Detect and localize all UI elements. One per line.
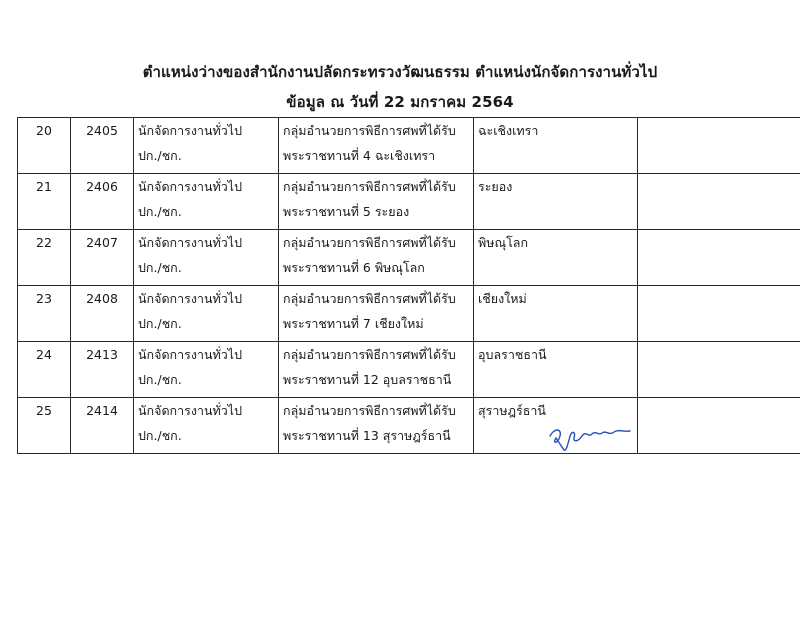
province-cell — [474, 286, 638, 342]
division-unit: พระราชทานที่ 5 ระยอง — [283, 204, 410, 219]
division-name: กลุ่มอำนวยการพิธีการศพที่ได้รับ — [283, 347, 456, 362]
row-number-cell — [18, 118, 71, 174]
position-number-cell — [71, 174, 134, 230]
position-title: นักจัดการงานทั่วไป — [138, 179, 243, 194]
division-name: กลุ่มอำนวยการพิธีการศพที่ได้รับ — [283, 179, 456, 194]
position-number-cell — [71, 398, 134, 454]
row-number: 23 — [36, 291, 52, 306]
province-name: ฉะเชิงเทรา — [478, 123, 539, 138]
document-title: ตำแหน่งว่างของสำนักงานปลัดกระทรวงวัฒนธรรม ตำแหน่งนักจัดการงานทั่วไป — [142, 63, 658, 81]
position-number-cell — [71, 230, 134, 286]
division-cell — [279, 118, 474, 174]
position-level: ปก./ชก. — [138, 428, 182, 443]
position-number: 2406 — [86, 179, 118, 194]
division-cell — [279, 230, 474, 286]
division-name: กลุ่มอำนวยการพิธีการศพที่ได้รับ — [283, 291, 456, 306]
position-title: นักจัดการงานทั่วไป — [138, 123, 243, 138]
row-number-cell — [18, 286, 71, 342]
position-title-cell — [134, 118, 279, 174]
position-number: 2407 — [86, 235, 118, 250]
table-row — [18, 342, 800, 398]
position-title-cell — [134, 174, 279, 230]
position-number: 2408 — [86, 291, 118, 306]
position-title-cell — [134, 230, 279, 286]
province-name: ระยอง — [478, 179, 513, 194]
vacancy-table — [17, 117, 800, 454]
row-number: 20 — [36, 123, 52, 138]
position-title: นักจัดการงานทั่วไป — [138, 291, 243, 306]
handwritten-signature — [544, 422, 634, 454]
table-row — [18, 174, 800, 230]
row-number-cell — [18, 230, 71, 286]
remarks-cell — [638, 174, 800, 230]
position-title: นักจัดการงานทั่วไป — [138, 347, 243, 362]
remarks-cell — [638, 118, 800, 174]
position-number-cell — [71, 118, 134, 174]
position-number: 2414 — [86, 403, 118, 418]
position-number: 2413 — [86, 347, 118, 362]
division-unit: พระราชทานที่ 13 สุราษฎร์ธานี — [283, 428, 451, 443]
position-number-cell — [71, 342, 134, 398]
province-cell — [474, 398, 638, 454]
province-name: พิษณุโลก — [478, 235, 529, 250]
position-title-cell — [134, 398, 279, 454]
position-level: ปก./ชก. — [138, 316, 182, 331]
row-number: 24 — [36, 347, 52, 362]
division-unit: พระราชทานที่ 6 พิษณุโลก — [283, 260, 425, 275]
position-level: ปก./ชก. — [138, 148, 182, 163]
remarks-cell — [638, 230, 800, 286]
division-cell — [279, 342, 474, 398]
division-name: กลุ่มอำนวยการพิธีการศพที่ได้รับ — [283, 403, 456, 418]
row-number-cell — [18, 342, 71, 398]
province-name: สุราษฎร์ธานี — [478, 403, 546, 418]
table-row — [18, 118, 800, 174]
position-title-cell — [134, 342, 279, 398]
province-cell — [474, 174, 638, 230]
division-unit: พระราชทานที่ 7 เชียงใหม่ — [283, 316, 424, 331]
row-number-cell — [18, 398, 71, 454]
division-cell — [279, 286, 474, 342]
document-date: ข้อมูล ณ วันที่ 22 มกราคม 2564 — [286, 93, 514, 111]
division-cell — [279, 398, 474, 454]
province-cell — [474, 118, 638, 174]
division-cell — [279, 174, 474, 230]
province-name: เชียงใหม่ — [478, 291, 527, 306]
table-row — [18, 286, 800, 342]
province-cell — [474, 342, 638, 398]
remarks-cell — [638, 398, 800, 454]
row-number: 22 — [36, 235, 52, 250]
province-name: อุบลราชธานี — [478, 347, 547, 362]
position-number-cell — [71, 286, 134, 342]
position-level: ปก./ชก. — [138, 260, 182, 275]
position-level: ปก./ชก. — [138, 372, 182, 387]
division-unit: พระราชทานที่ 12 อุบลราชธานี — [283, 372, 452, 387]
position-title-cell — [134, 286, 279, 342]
position-number: 2405 — [86, 123, 118, 138]
division-name: กลุ่มอำนวยการพิธีการศพที่ได้รับ — [283, 235, 456, 250]
row-number: 25 — [36, 403, 52, 418]
position-level: ปก./ชก. — [138, 204, 182, 219]
table-row — [18, 230, 800, 286]
division-name: กลุ่มอำนวยการพิธีการศพที่ได้รับ — [283, 123, 456, 138]
division-unit: พระราชทานที่ 4 ฉะเชิงเทรา — [283, 148, 436, 163]
remarks-cell — [638, 342, 800, 398]
position-title: นักจัดการงานทั่วไป — [138, 403, 243, 418]
table-row — [18, 398, 800, 454]
remarks-cell — [638, 286, 800, 342]
province-cell — [474, 230, 638, 286]
position-title: นักจัดการงานทั่วไป — [138, 235, 243, 250]
row-number: 21 — [36, 179, 52, 194]
row-number-cell — [18, 174, 71, 230]
